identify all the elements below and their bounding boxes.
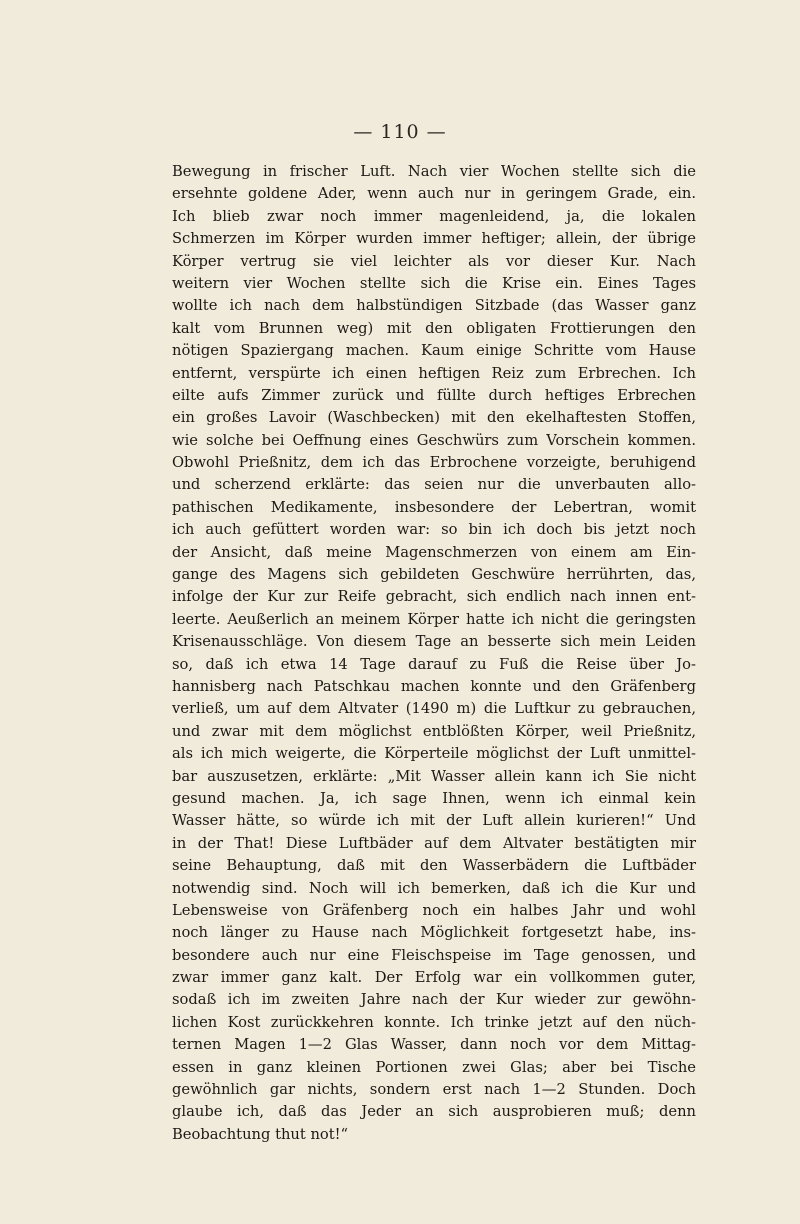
text-line: Schmerzen im Körper wurden immer heftiger; allein, der übrige <box>172 230 696 248</box>
text-line: noch länger zu Hause nach Möglichkeit fortgesetzt habe, ins- <box>172 924 696 942</box>
text-line: gewöhnlich gar nichts, sondern erst nach 1—2 Stunden. Doch <box>172 1081 696 1099</box>
text-line: entfernt, verspürte ich einen heftigen Reiz zum Erbrechen. Ich <box>172 364 696 382</box>
text-line: wie solche bei Oeffnung eines Geschwürs zum Vorschein kommen. <box>172 431 696 449</box>
text-line: nötigen Spaziergang machen. Kaum einige Schritte vom Hause <box>172 342 696 360</box>
text-line: Ich blieb zwar noch immer magenleidend, ja, die lokalen <box>172 207 696 225</box>
text-line: ein großes Lavoir (Waschbecken) mit den ekelhaftesten Stoffen, <box>172 409 696 427</box>
text-line: und scherzend erklärte: das seien nur die unverbauten allo- <box>172 476 696 494</box>
text-line: eilte aufs Zimmer zurück und füllte durch heftiges Erbrechen <box>172 386 696 404</box>
text-line: der Ansicht, daß meine Magenschmerzen von einem am Ein- <box>172 543 696 561</box>
text-line: Wasser hätte, so würde ich mit der Luft allein kurieren!“ Und <box>172 812 696 830</box>
text-line: besondere auch nur eine Fleischspeise im Tage genossen, und <box>172 946 696 964</box>
text-line: Krisenausschläge. Von diesem Tage an besserte sich mein Leiden <box>172 633 696 651</box>
text-line: Beobachtung thut not!“ <box>172 1125 349 1143</box>
text-line: gesund machen. Ja, ich sage Ihnen, wenn ich einmal kein <box>172 789 696 807</box>
text-line: zwar immer ganz kalt. Der Erfolg war ein vollkommen guter, <box>172 969 696 987</box>
text-line: leerte. Aeußerlich an meinem Körper hatte ich nicht die geringsten <box>172 610 696 628</box>
text-line: als ich mich weigerte, die Körperteile möglichst der Luft unmittel- <box>172 745 696 763</box>
body-text <box>172 161 696 1146</box>
text-line: essen in ganz kleinen Portionen zwei Glas; aber bei Tische <box>172 1058 696 1076</box>
text-line: seine Behauptung, daß mit den Wasserbädern die Luftbäder <box>172 857 696 875</box>
text-line: in der That! Diese Luftbäder auf dem Altvater bestätigten mir <box>172 834 696 852</box>
text-line: lichen Kost zurückkehren konnte. Ich trinke jetzt auf den nüch- <box>172 1013 696 1031</box>
text-line: und zwar mit dem möglichst entblößten Körper, weil Prießnitz, <box>172 722 696 740</box>
text-line: gange des Magens sich gebildeten Geschwüre herrührten, das, <box>172 566 696 584</box>
text-line: infolge der Kur zur Reife gebracht, sich endlich nach innen ent- <box>172 588 696 606</box>
text-line: Körper vertrug sie viel leichter als vor dieser Kur. Nach <box>172 252 696 270</box>
text-line: glaube ich, daß das Jeder an sich ausprobieren muß; denn <box>172 1103 696 1121</box>
text-line: kalt vom Brunnen weg) mit den obligaten Frottierungen den <box>172 319 696 337</box>
text-line: Obwohl Prießnitz, dem ich das Erbrochene vorzeigte, beruhigend <box>172 454 696 472</box>
text-line: notwendig sind. Noch will ich bemerken, daß ich die Kur und <box>172 879 696 897</box>
text-line: wollte ich nach dem halbstündigen Sitzbade (das Wasser ganz <box>172 297 696 315</box>
text-line: hannisberg nach Patschkau machen konnte und den Gräfenberg <box>172 677 696 695</box>
text-line: ternen Magen 1—2 Glas Wasser, dann noch vor dem Mittag- <box>172 1036 696 1054</box>
text-line: bar auszusetzen, erklärte: „Mit Wasser allein kann ich Sie nicht <box>172 767 696 785</box>
text-line: Bewegung in frischer Luft. Nach vier Wochen stellte sich die <box>172 163 696 180</box>
page-number: — 110 — <box>353 121 447 143</box>
text-line: ich auch gefüttert worden war: so bin ich doch bis jetzt noch <box>172 521 696 539</box>
text-line: pathischen Medikamente, insbesondere der Lebertran, womit <box>172 498 696 516</box>
text-line: so, daß ich etwa 14 Tage darauf zu Fuß die Reise über Jo- <box>172 655 696 673</box>
text-line: weitern vier Wochen stellte sich die Krise ein. Eines Tages <box>172 274 696 292</box>
text-line: ersehnte goldene Ader, wenn auch nur in geringem Grade, ein. <box>172 185 696 203</box>
text-line: sodaß ich im zweiten Jahre nach der Kur wieder zur gewöhn- <box>172 991 696 1009</box>
text-line: Lebensweise von Gräfenberg noch ein halbes Jahr und wohl <box>172 901 696 919</box>
text-line: verließ, um auf dem Altvater (1490 m) die Luftkur zu gebrauchen, <box>172 700 696 718</box>
